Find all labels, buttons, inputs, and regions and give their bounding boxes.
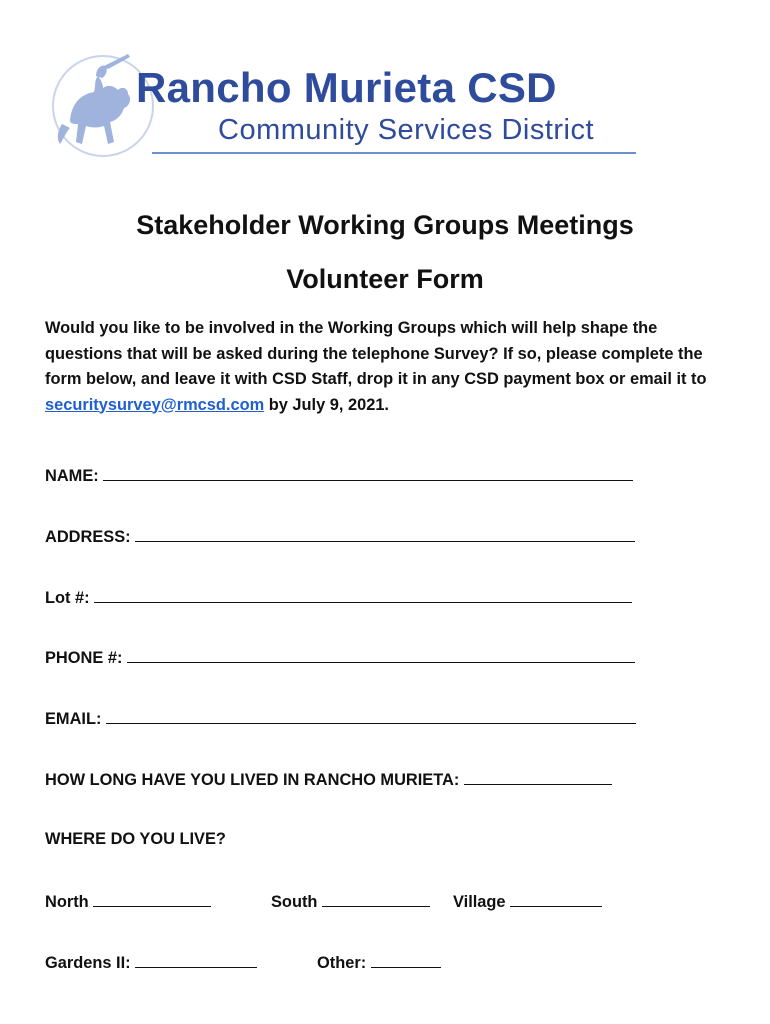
- email-field: [45, 709, 636, 729]
- intro-paragraph: [45, 316, 735, 418]
- gardens-line[interactable]: [135, 953, 257, 968]
- address-line[interactable]: [135, 527, 635, 542]
- other-field: [317, 953, 441, 973]
- phone-line[interactable]: [127, 648, 635, 663]
- lot-field: [45, 588, 632, 608]
- email-label: EMAIL:: [45, 710, 102, 728]
- gardens-label: Gardens II:: [45, 954, 131, 972]
- intro-deadline: by July 9, 2021.: [264, 395, 389, 414]
- village-line[interactable]: [510, 892, 602, 907]
- residency-field: [45, 770, 612, 790]
- email-line[interactable]: [106, 709, 636, 724]
- address-label: ADDRESS:: [45, 528, 131, 546]
- lot-line[interactable]: [94, 588, 632, 603]
- north-field: [45, 892, 211, 912]
- name-line[interactable]: [103, 466, 633, 481]
- form-title: Stakeholder Working Groups Meetings: [136, 210, 634, 240]
- other-label: Other:: [317, 954, 367, 972]
- residency-line[interactable]: [464, 770, 612, 785]
- south-label: South: [271, 893, 318, 911]
- other-line[interactable]: [371, 953, 441, 968]
- name-label: NAME:: [45, 467, 99, 485]
- phone-label: PHONE #:: [45, 649, 123, 667]
- org-subtitle: Community Services District: [218, 114, 595, 146]
- address-field: [45, 527, 635, 547]
- email-link[interactable]: securitysurvey@rmcsd.com: [45, 395, 265, 414]
- where-question: WHERE DO YOU LIVE?: [45, 830, 226, 848]
- residency-label: HOW LONG HAVE YOU LIVED IN RANCHO MURIETA:: [45, 771, 460, 789]
- village-label: Village: [453, 893, 506, 911]
- name-field: [45, 466, 633, 486]
- org-name: Rancho Murieta CSD: [136, 64, 557, 111]
- village-field: [453, 892, 602, 912]
- south-line[interactable]: [322, 892, 430, 907]
- north-line[interactable]: [93, 892, 211, 907]
- form-subtitle: Volunteer Form: [286, 264, 484, 294]
- south-field: [271, 892, 430, 912]
- north-label: North: [45, 893, 89, 911]
- logo-divider: [152, 152, 636, 154]
- intro-text: Would you like to be involved in the Working Groups which will help shape the questions that will be asked during the telephone Survey? If so, please complete the form below, and leave it with CSD Staff, drop it in any CSD payment box or email it to: [45, 319, 707, 388]
- phone-field: [45, 648, 635, 668]
- district-logo: [48, 46, 648, 166]
- gardens-field: [45, 953, 257, 973]
- lot-label: Lot #:: [45, 589, 90, 607]
